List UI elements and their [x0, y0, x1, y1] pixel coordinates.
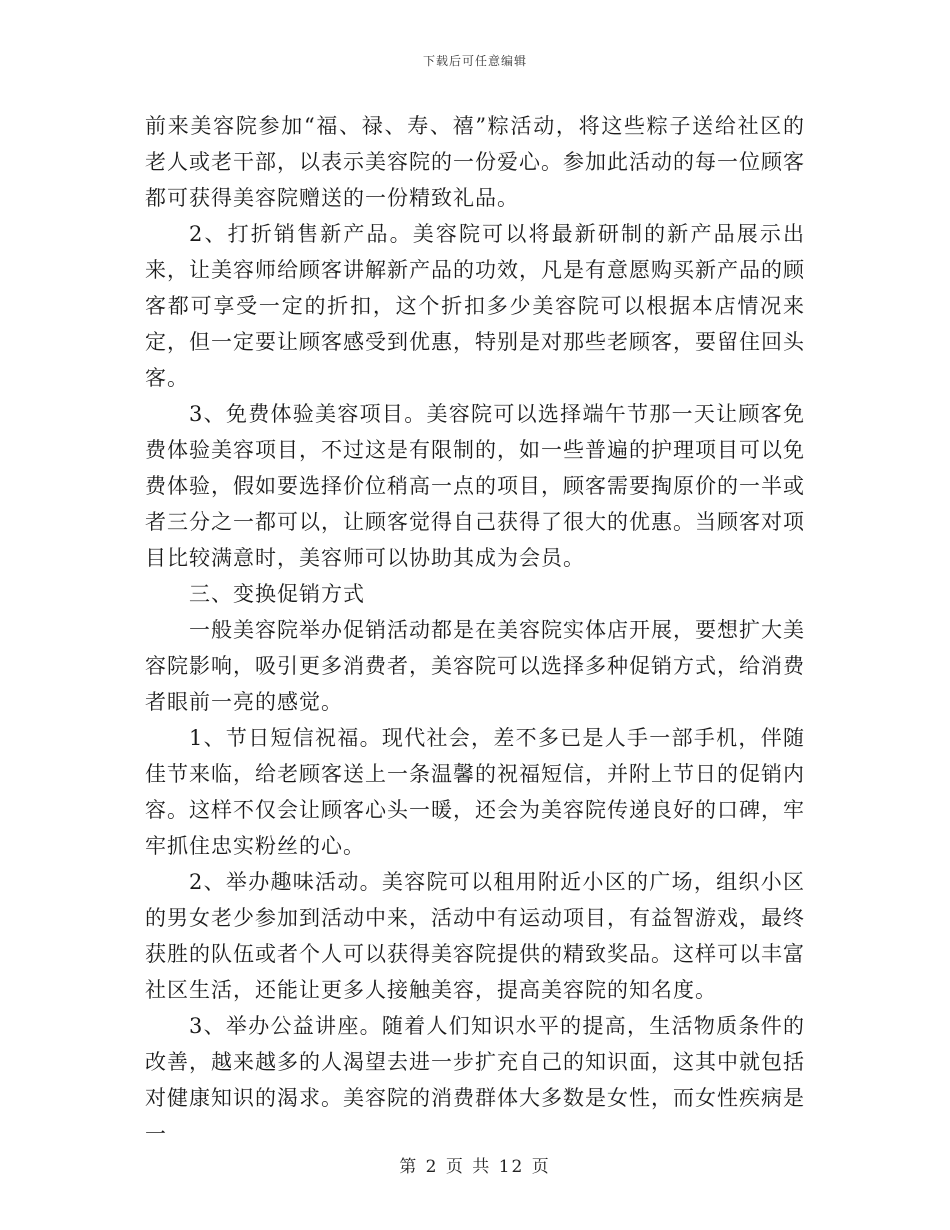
- document-body: [145, 108, 805, 1152]
- paragraph-6: 2、举办趣味活动。美容院可以租用附近小区的广场，组织小区的男女老少参加到活动中来，活动中有运动项目，有益智游戏，最终获胜的队伍或者个人可以获得美容院提供的精致奖品。这样可以丰富社区生活，还能让更多人接触美容，提高美容院的知名度。: [145, 870, 805, 1002]
- section-heading: 三、变换促销方式: [189, 582, 365, 606]
- paragraph-1: 前来美容院参加“福、禄、寿、禧”粽活动，将这些粽子送给社区的老人或老干部，以表示美容院的一份爱心。参加此活动的每一位顾客都可获得美容院赠送的一份精致礼品。: [145, 114, 805, 210]
- paragraph-5: 1、节日短信祝福。现代社会，差不多已是人手一部手机，伴随佳节来临，给老顾客送上一条温馨的祝福短信，并附上节日的促销内容。这样不仅会让顾客心头一暖，还会为美容院传递良好的口碑，牢牢抓住忠实粉丝的心。: [145, 726, 805, 858]
- page-header: 下载后可任意编辑: [422, 54, 527, 68]
- page-number-footer: 第 2 页 共 12 页: [399, 1157, 551, 1177]
- paragraph-3: 3、免费体验美容项目。美容院可以选择端午节那一天让顾客免费体验美容项目，不过这是有限制的，如一些普遍的护理项目可以免费体验，假如要选择价位稍高一点的项目，顾客需要掏原价的一半或者三分之一都可以，让顾客觉得自己获得了很大的优惠。当顾客对项目比较满意时，美容师可以协助其成为会员。: [145, 402, 805, 570]
- paragraph-2: 2、打折销售新产品。美容院可以将最新研制的新产品展示出来，让美容师给顾客讲解新产品的功效，凡是有意愿购买新产品的顾客都可享受一定的折扣，这个折扣多少美容院可以根据本店情况来定，但一定要让顾客感受到优惠，特别是对那些老顾客，要留住回头客。: [145, 222, 805, 390]
- paragraph-4: 一般美容院举办促销活动都是在美容院实体店开展，要想扩大美容院影响，吸引更多消费者，美容院可以选择多种促销方式，给消费者眼前一亮的感觉。: [145, 618, 805, 714]
- paragraph-7: 3、举办公益讲座。随着人们知识水平的提高，生活物质条件的改善，越来越多的人渴望去进一步扩充自己的知识面，这其中就包括对健康知识的渴求。美容院的消费群体大多数是女性，而女性疾病是一: [145, 1014, 805, 1146]
